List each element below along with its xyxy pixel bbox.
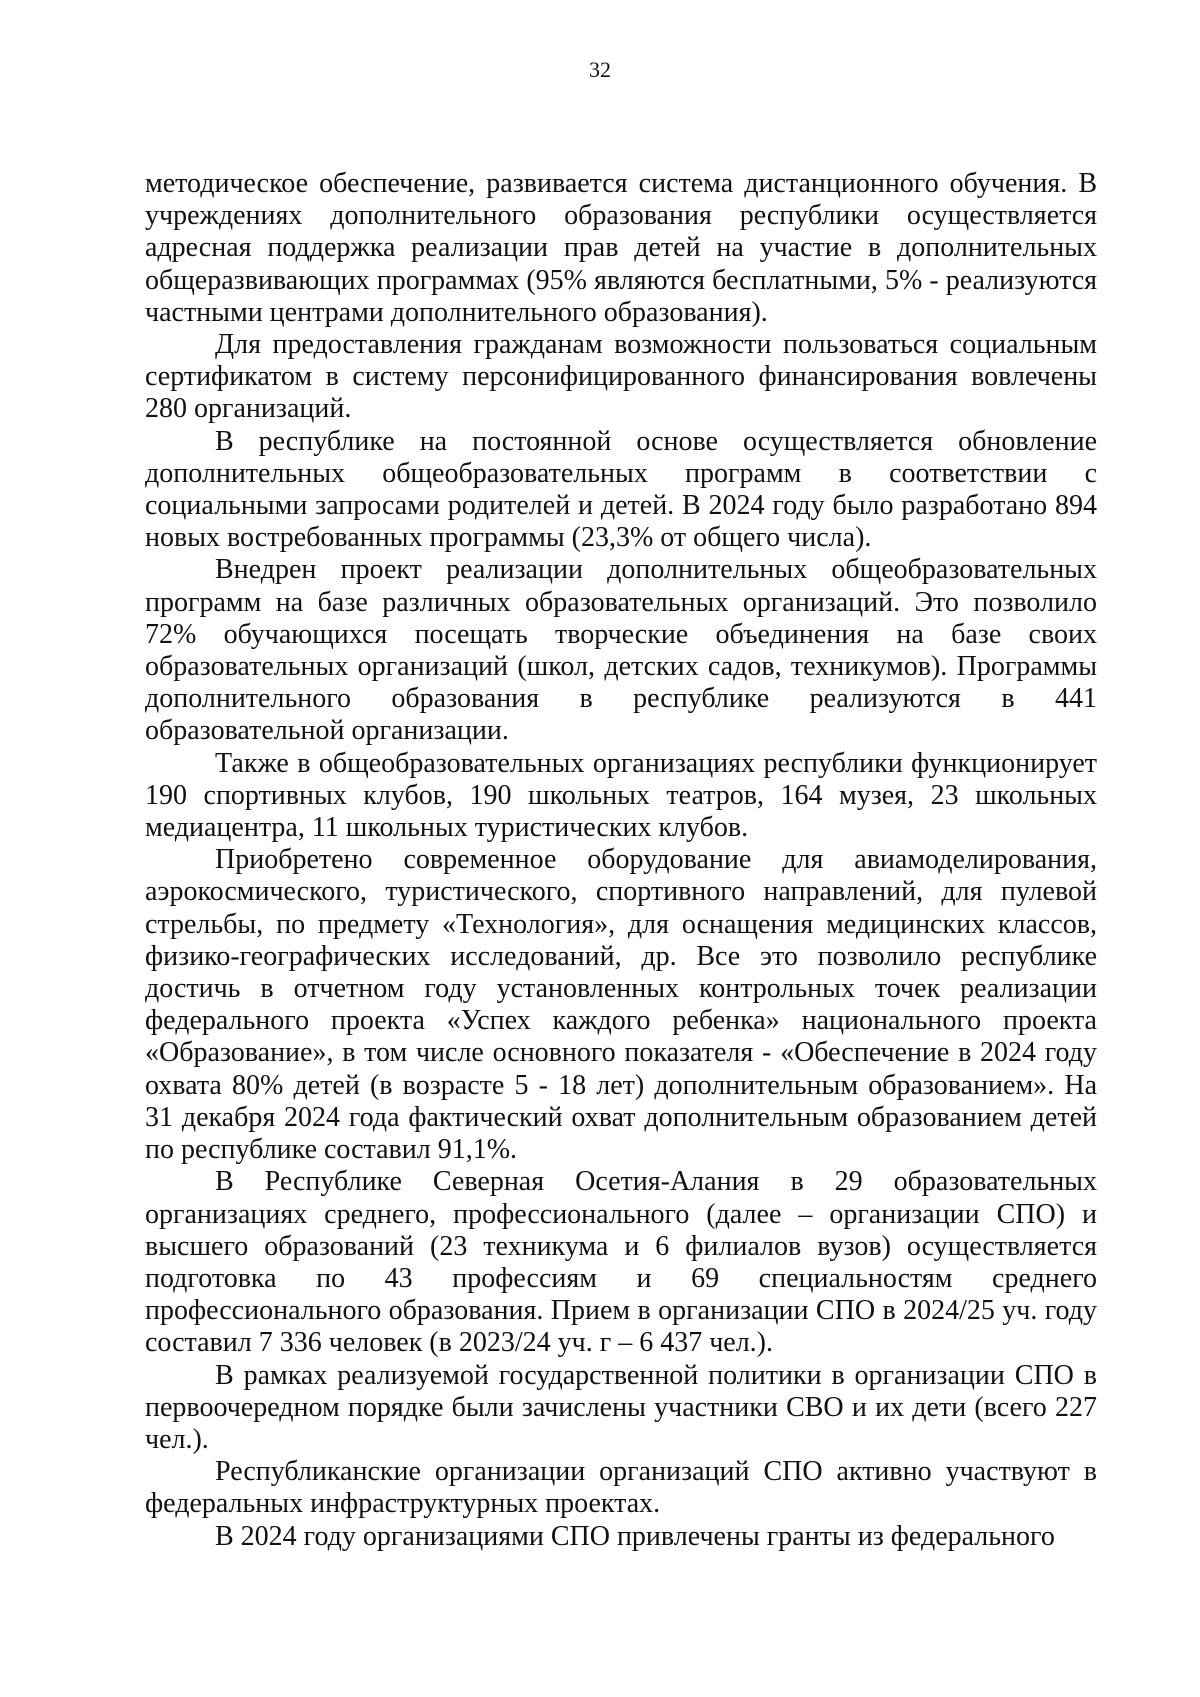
page-number: 32 [589, 57, 611, 82]
document-body [145, 168, 1097, 1553]
paragraph: В республике на постоянной основе осуществляется обновление дополнительных общеобразовательных программ в соответствии с социальными запросами родителей и детей. В 2024 году было разработано 894 новых востребованных программы (23,3% от общего числа). [145, 425, 1097, 554]
paragraph: Приобретено современное оборудование для авиамоделирования, аэрокосмического, туристического, спортивного направлений, для пулевой стрельбы, по предмету «Технология», для оснащения медицинских классов, физико-географических исследований, др. Все это позволило республике достичь в отчетном году установленных контрольных точек реализации федерального проекта «Успех каждого ребенка» национального проекта «Образование», в том числе основного показателя - «Обеспечение в 2024 году охвата 80% детей (в возрасте 5 - 18 лет) дополнительным образованием». На 31 декабря 2024 года фактический охват дополнительным образованием детей по республике составил 91,1%. [145, 844, 1097, 1166]
paragraph: Для предоставления гражданам возможности пользоваться социальным сертификатом в систему персонифицированного финансирования вовлечены 280 организаций. [145, 329, 1097, 425]
paragraph-last: В 2024 году организациями СПО привлечены гранты из федерального [215, 1520, 1055, 1552]
paragraph: Внедрен проект реализации дополнительных общеобразовательных программ на базе различных образовательных организаций. Это позволило 72% обучающихся посещать творческие объединения на базе своих образовательных организаций (школ, детских садов, техникумов). Программы дополнительного образования в республике реализуются в 441 образовательной организации. [145, 554, 1097, 747]
paragraph: Также в общеобразовательных организациях республики функционирует 190 спортивных клубов, 190 школьных театров, 164 музея, 23 школьных медиацентра, 11 школьных туристических клубов. [145, 747, 1097, 844]
paragraph-continuation: методическое обеспечение, развивается система дистанционного обучения. В учреждениях дополнительного образования республики осуществляется адресная поддержка реализации прав детей на участие в дополнительных общеразвивающих программах (95% являются бесплатными, 5% - реализуются частными центрами дополнительного образования). [145, 168, 1097, 328]
paragraph: Республиканские организации организаций СПО активно участвуют в федеральных инфраструктурных проектах. [145, 1456, 1097, 1520]
paragraph: В Республике Северная Осетия-Алания в 29 образовательных организациях среднего, профессионального (далее – организации СПО) и высшего образований (23 техникума и 6 филиалов вузов) осуществляется подготовка по 43 профессиям и 69 специальностям среднего профессионального образования. Прием в организации СПО в 2024/25 уч. году составил 7 336 человек (в 2023/24 уч. г – 6 437 чел.). [145, 1166, 1097, 1359]
paragraph: В рамках реализуемой государственной политики в организации СПО в первоочередном порядке были зачислены участники СВО и их дети (всего 227 чел.). [145, 1359, 1097, 1455]
